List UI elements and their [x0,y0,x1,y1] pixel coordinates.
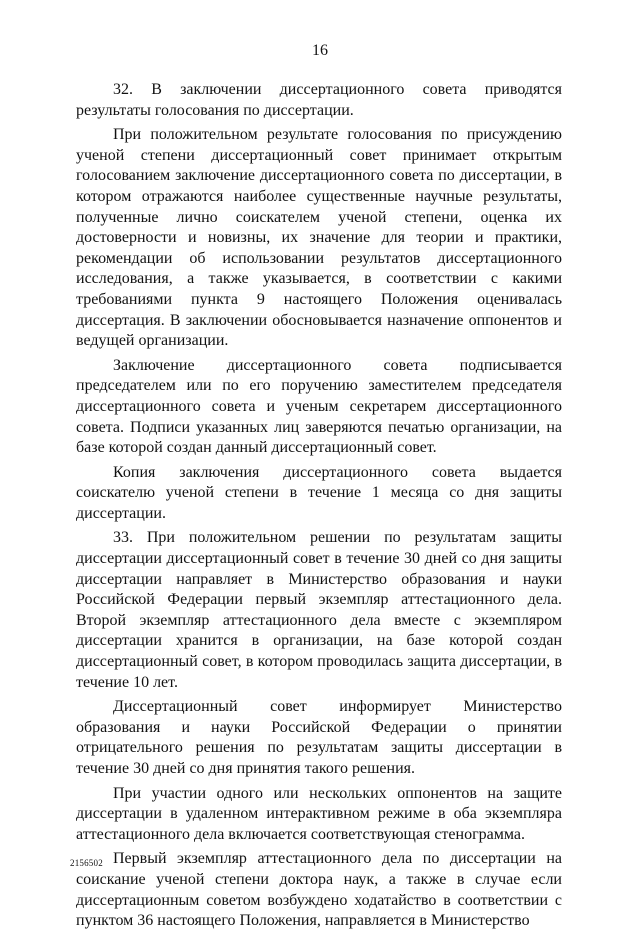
paragraph-copy: Копия заключения диссертационного совета выдается соискателю ученой степени в течение 1 месяца со дня защиты диссертации. [76,463,562,522]
document-body [76,80,562,936]
paragraph-signing: Заключение диссертационного совета подписывается председателем или по его поручению заместителем председателя диссертационного совета и ученым секретарем диссертационного совета. Подписи указанных лиц заверяются печатью организации, на базе которой создан данный диссертационный совет. [76,356,562,457]
paragraph-negative-decision: Диссертационный совет информирует Министерство образования и науки Российской Федерации о принятии отрицательного решения по результатам защиты диссертации в течение 30 дней со дня принятия такого решения. [76,698,562,777]
paragraph-remote-opponents: При участии одного или нескольких оппонентов на защите диссертации в удаленном интерактивном режиме в оба экземпляра аттестационного дела включается соответствующая стенограмма. [76,784,562,843]
paragraph-positive-vote: При положительном результате голосования по присуждению ученой степени диссертационный совет принимает открытым голосованием заключение диссертационного совета по диссертации, в котором отражаются наиболее существенные научные результаты, полученные лично соискателем ученой степени, оценка их достоверности и новизны, их значение для теории и практики, рекомендации об использовании результатов диссертационного исследования, а также указывается, в соответствии с какими требованиями пункта 9 настоящего Положения оценивалась диссертация. В заключении обосновывается назначение оппонентов и ведущей организации. [76,126,562,350]
paragraph-33-intro: 33. При положительном решении по результатам защиты диссертации диссертационный совет в течение 30 дней со дня защиты диссертации направляет в Министерство образования и науки Российской Федерации первый экземпляр аттестационного дела. Второй экземпляр аттестационного дела вместе с экземпляром диссертации хранится в организации, на базе которой создан диссертационный совет, в котором проводилась защита диссертации, в течение 10 лет. [76,529,562,691]
paragraph-first-copy: Первый экземпляр аттестационного дела по диссертации на соискание ученой степени доктора наук, а также в случае если диссертационным советом возбуждено ходатайство в соответствии с пунктом 36 настоящего Положения, направляется в Министерство [76,850,562,930]
page-number: 16 [312,42,328,59]
paragraph-32-intro: 32. В заключении диссертационного совета приводятся результаты голосования по диссертации. [76,81,562,119]
document-code: 2156502 [70,858,103,868]
